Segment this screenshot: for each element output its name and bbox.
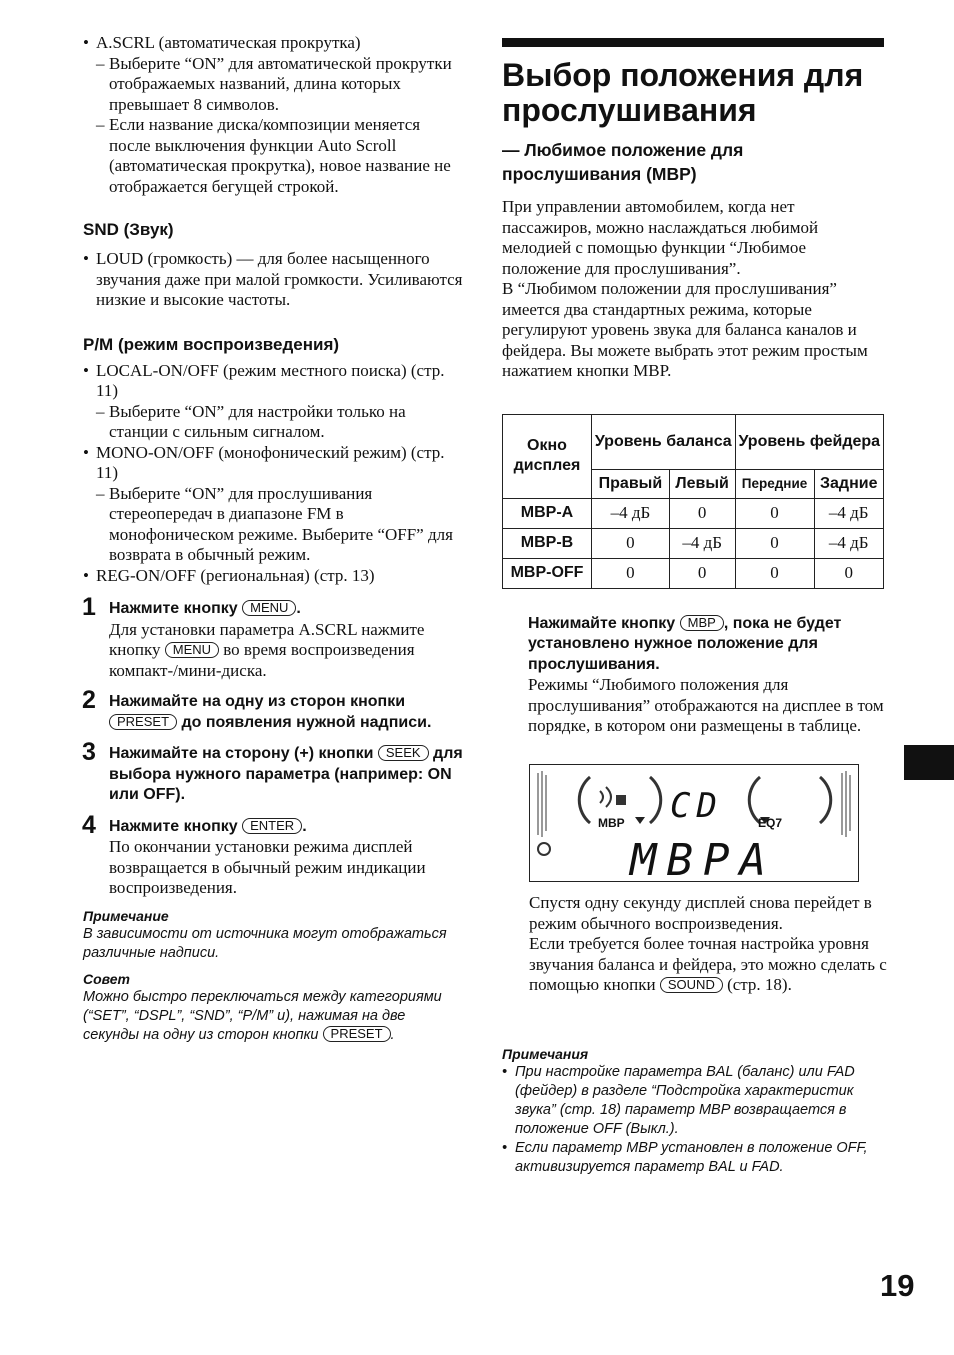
preset-key-icon: PRESET	[109, 714, 177, 730]
ascrl-item: • A.SCRL (автоматическая прокрутка)	[83, 33, 463, 54]
note-item-2: • Если параметр MBP установлен в положение OFF, активизируется параметр BAL и FAD.	[502, 1139, 886, 1177]
step-number: 3	[82, 738, 96, 766]
step-3	[82, 738, 463, 806]
tip-body: Можно быстро переключаться между категориями (“SET”, “DSPL”, “SND”, “P/M” и), нажимая на две секунды на одну из сторон кнопки PRESET .	[83, 988, 442, 1043]
lcd-cd-text: CD	[670, 786, 723, 826]
cell: 0	[669, 558, 735, 588]
sound-key-icon: SOUND	[660, 977, 723, 993]
cell: 0	[592, 528, 670, 558]
note-heading: Примечание	[83, 907, 169, 924]
pm-heading: P/M (режим воспроизведения)	[83, 334, 340, 354]
page-number: 19	[880, 1268, 915, 1303]
notes-heading: Примечания	[502, 1046, 589, 1062]
menu-key-icon: MENU	[165, 642, 219, 658]
ascrl-sub1: – Выберите “ON” для автоматической прокрутки отображаемых названий, длина которых превышает 8 символов.	[83, 54, 463, 116]
mbp-key-icon: MBP	[680, 615, 724, 631]
lcd-left-arc	[579, 777, 590, 823]
speaker-icon	[616, 795, 626, 805]
table-row	[503, 558, 884, 588]
page-subtitle: — Любимое положение для прослушивания (MBP)	[502, 140, 744, 184]
pm-mono: • MONO-ON/OFF (монофонический режим) (стр. 11)	[83, 443, 463, 484]
ascrl-sub2: – Если название диска/композиции меняется после выключения функции Auto Scroll (автоматическая прокрутка), новое название не отображается бегущей строкой.	[83, 115, 463, 197]
th-window: Окно дисплея	[503, 414, 592, 498]
pm-local: • LOCAL-ON/OFF (режим местного поиска) (стр. 11)	[83, 361, 463, 402]
after-paragraph-1: Спустя одну секунду дисплей снова перейдет в режим обычного воспроизведения.	[529, 893, 872, 933]
tip-heading: Совет	[83, 970, 131, 987]
cell: 0	[669, 498, 735, 528]
step-number: 2	[82, 686, 96, 714]
note-item-1: • При настройке параметра BAL (баланс) или FAD (фейдер) в разделе “Подстройка характеристик звука” (стр. 18) параметр MBP возвращается в положение OFF (Выкл.).	[502, 1063, 886, 1139]
step-title: Нажимайте на сторону (+) кнопки SEEK для выбора нужного параметра (например: ON или OFF).	[109, 745, 463, 803]
lcd-mbp-label: MBP	[598, 816, 625, 830]
step-title: Нажмите кнопку ENTER .	[109, 817, 307, 835]
title-bar	[502, 38, 884, 47]
th-front: Передние	[735, 469, 814, 498]
th-rear: Задние	[814, 469, 884, 498]
row-name: MBP-A	[503, 498, 592, 528]
page-title: Выбор положения для прослушивания	[502, 57, 864, 128]
cell: 0	[814, 558, 884, 588]
step-number: 4	[82, 810, 96, 839]
pm-reg: • REG-ON/OFF (региональная) (стр. 13)	[83, 566, 463, 587]
step-title: Нажимайте на одну из сторон кнопки PRESET до появления нужной надписи.	[109, 693, 432, 731]
row-name: MBP-B	[503, 528, 592, 558]
step-body: По окончании установки режима дисплей возвращается в обычный режим индикации воспроизведения.	[109, 837, 426, 897]
instruction-body: Режимы “Любимого положения для прослушивания” отображаются на дисплее в том порядке, в котором они размещены в таблице.	[528, 675, 884, 735]
cell: 0	[735, 528, 814, 558]
mbp-table	[502, 414, 884, 589]
cell: 0	[735, 498, 814, 528]
th-balance: Уровень баланса	[592, 414, 736, 469]
enter-key-icon: ENTER	[242, 818, 302, 834]
lcd-eq-label: EQ7	[758, 816, 783, 830]
cell: –4 дБ	[669, 528, 735, 558]
lcd-display-illustration	[529, 764, 859, 882]
instruction-title: Нажимайте кнопку MBP , пока не будет установлено нужное положение для прослушивания.	[528, 614, 842, 673]
speaker-waves-icon	[600, 787, 611, 807]
table-row	[503, 528, 884, 558]
right-notes	[502, 1045, 886, 1177]
step-title: Нажмите кнопку MENU .	[109, 600, 301, 617]
cell: 0	[592, 558, 670, 588]
after-paragraph-2: Если требуется более точная настройка уровня звучания баланса и фейдера, это можно сделать с помощью кнопки SOUND (стр. 18).	[529, 934, 887, 994]
row-name: MBP-OFF	[503, 558, 592, 588]
lcd-left-bars	[538, 771, 546, 837]
cell: –4 дБ	[814, 528, 884, 558]
pm-mono-sub: – Выберите “ON” для прослушивания стереопередач в диапазоне FM в монофоническом режиме. Выберите “OFF” для возврата в обычный режим.	[83, 484, 463, 566]
intro-paragraph-1: При управлении автомобилем, когда нет пассажиров, можно наслаждаться любимой мелодией с помощью функции “Любимое положение для прослушивания”.	[502, 197, 819, 278]
lcd-right-bars	[842, 771, 850, 837]
preset-key-icon: PRESET	[323, 1026, 391, 1042]
lcd-main-text: MBPA	[630, 835, 776, 881]
section-tab	[904, 745, 954, 780]
note-body: В зависимости от источника могут отображаться различные надписи.	[83, 925, 447, 961]
right-column	[502, 38, 884, 737]
after-display-text	[529, 893, 889, 996]
menu-key-icon: MENU	[242, 600, 296, 616]
th-right: Правый	[592, 469, 670, 498]
step-body: Для установки параметра A.SCRL нажмите кнопку MENU во время воспроизведения компакт-/мини-диска.	[109, 619, 425, 680]
step-2	[82, 686, 463, 733]
ascrl-section	[83, 33, 463, 197]
snd-heading: SND (Звук)	[83, 220, 174, 239]
table-row	[503, 498, 884, 528]
th-fader: Уровень фейдера	[735, 414, 883, 469]
intro	[502, 197, 884, 382]
intro-paragraph-2: В “Любимом положении для прослушивания” имеется два стандартных режима, которые регулируют уровень звука для баланса каналов и фейдера. Вы можете выбрать этот режим простым нажатием кнопки MBP.	[502, 279, 868, 380]
snd-item: • LOUD (громкость) — для более насыщенного звучания даже при малой громкости. Усиливаются низкие и высокие частоты.	[83, 249, 463, 311]
tip	[83, 970, 463, 1045]
seek-key-icon: SEEK	[378, 745, 429, 761]
instruction	[502, 614, 884, 737]
lcd-display-svg	[530, 765, 858, 881]
snd-section	[83, 249, 463, 311]
cell: 0	[735, 558, 814, 588]
cell: –4 дБ	[592, 498, 670, 528]
cell: –4 дБ	[814, 498, 884, 528]
power-icon	[538, 843, 550, 855]
step-4	[82, 810, 463, 899]
lcd-right-arc-2	[820, 777, 831, 823]
pm-section	[83, 361, 463, 587]
left-column	[83, 33, 463, 1045]
th-left: Левый	[669, 469, 735, 498]
pm-local-sub: – Выберите “ON” для настройки только на станции с сильным сигналом.	[83, 402, 463, 443]
lcd-left-arc-2	[650, 777, 661, 823]
step-1	[82, 593, 463, 681]
step-number: 1	[82, 593, 96, 621]
note	[83, 907, 463, 963]
